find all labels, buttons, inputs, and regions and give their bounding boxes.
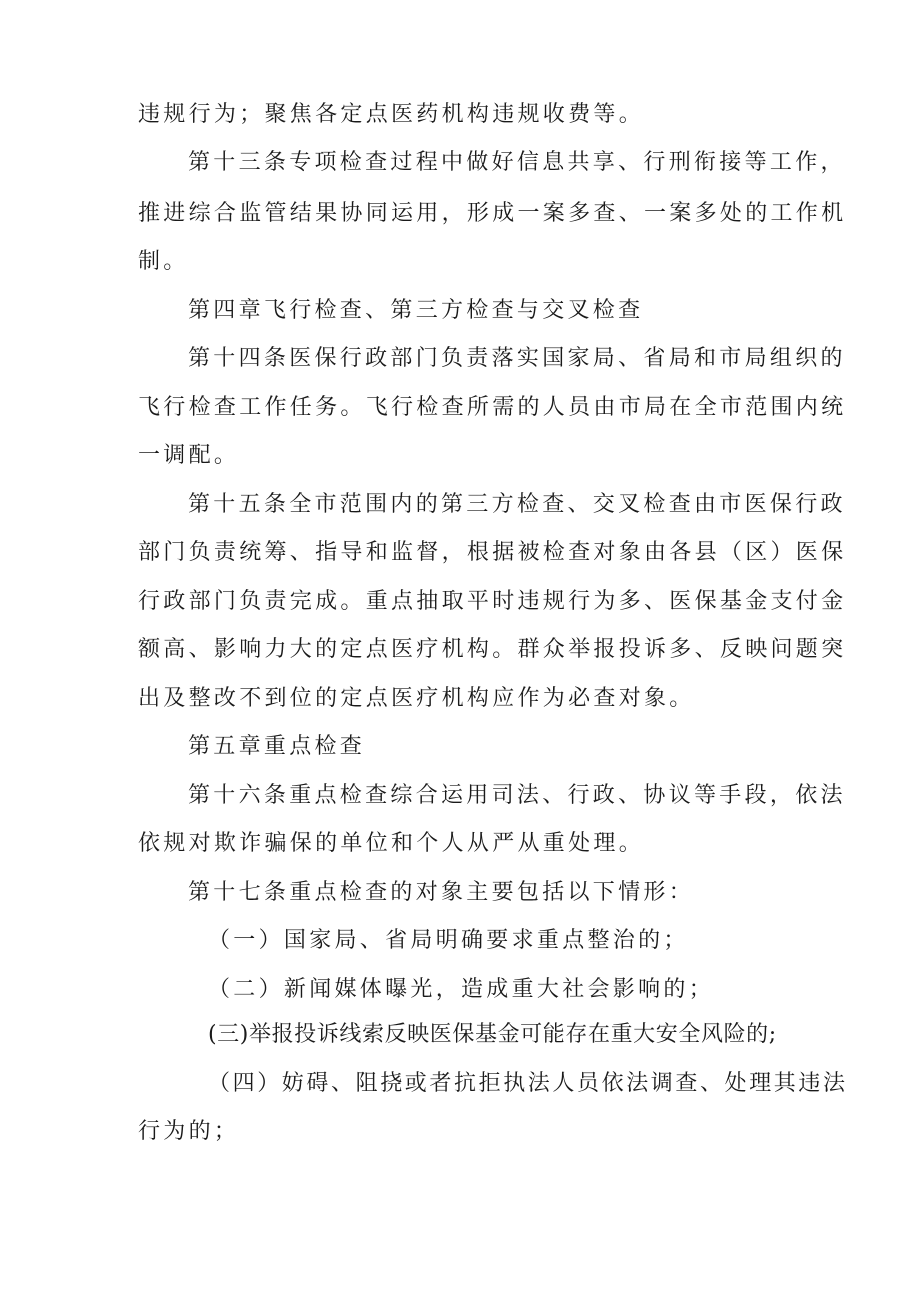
text-line: 违规行为；聚焦各定点医药机构违规收费等。 (138, 102, 645, 127)
text-line: 第十三条专项检查过程中做好信息共享、行刑衔接等工作， (188, 150, 846, 175)
text-line: 第十六条重点检查综合运用司法、行政、协议等手段，依法 (188, 783, 846, 808)
chapter-heading: 第五章重点检查 (188, 734, 366, 759)
list-item: (三)举报投诉线索反映医保基金可能存在重大安全风险的; (208, 1022, 777, 1047)
list-item: （四）妨碍、阻挠或者抗拒执法人员依法调查、处理其违法 (208, 1071, 848, 1096)
list-item: （一）国家局、省局明确要求重点整治的； (208, 928, 689, 953)
text-line: 行为的； (138, 1119, 240, 1144)
text-line: 推进综合监管结果协同运用，形成一案多查、一案多处的工作机 (138, 201, 847, 226)
text-line: 制。 (138, 249, 189, 274)
text-line: 部门负责统筹、指导和监督，根据被检查对象由各县（区）医保 (138, 540, 847, 565)
text-line: 行政部门负责完成。重点抽取平时违规行为多、医保基金支付金 (138, 589, 847, 614)
chapter-heading: 第四章飞行检查、第三方检查与交叉检查 (188, 298, 644, 323)
text-line: 第十四条医保行政部门负责落实国家局、省局和市局组织的 (188, 346, 846, 371)
text-line: 第十七条重点检查的对象主要包括以下情形： (188, 880, 695, 905)
text-line: 额高、影响力大的定点医疗机构。群众举报投诉多、反映问题突 (138, 637, 847, 662)
text-line: 出及整改不到位的定点医疗机构应作为必查对象。 (138, 686, 695, 711)
text-line: 飞行检查工作任务。飞行检查所需的人员由市局在全市范围内统 (138, 395, 847, 420)
list-item: （二）新闻媒体曝光，造成重大社会影响的； (208, 977, 715, 1002)
text-line: 第十五条全市范围内的第三方检查、交叉检查由市医保行政 (188, 492, 846, 517)
text-line: 一调配。 (138, 443, 240, 468)
text-line: 依规对欺诈骗保的单位和个人从严从重处理。 (138, 831, 645, 856)
